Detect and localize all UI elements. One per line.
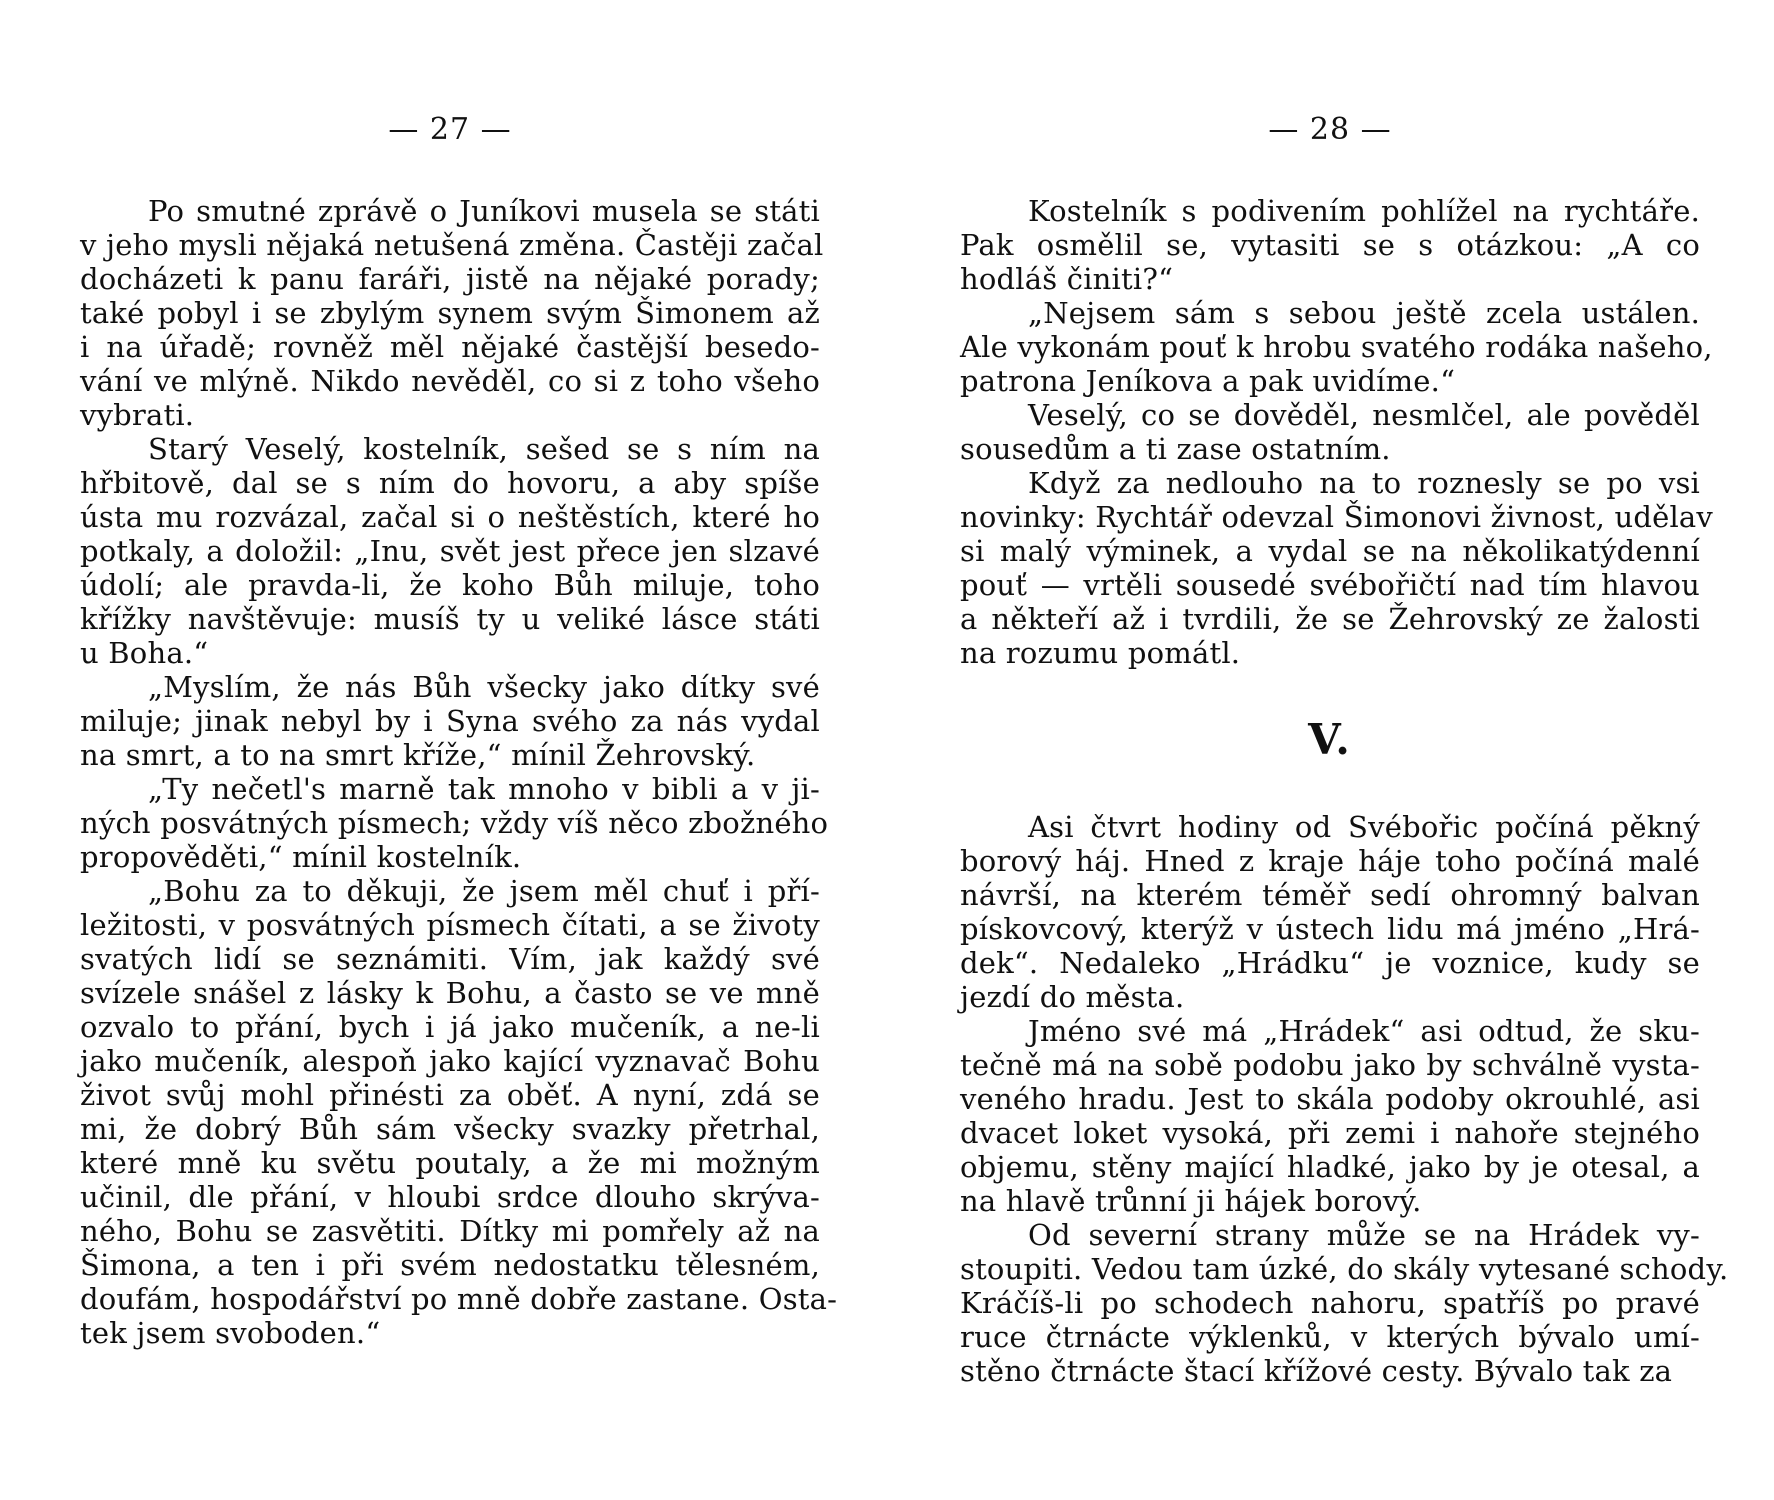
left-page-text-line: ných posvátných písmech; vždy víš něco zbožného xyxy=(80,806,829,840)
left-page-text-line: potkaly, a doložil: „Inu, svět jest přece jen slzavé xyxy=(80,534,820,568)
left-page-text-line: „Bohu za to děkuji, že jsem měl chuť i pří- xyxy=(148,874,820,908)
right-page-text-line: pouť — vrtěli sousedé svébořičtí nad tím hlavou xyxy=(960,568,1700,602)
left-page-paragraph xyxy=(80,194,824,432)
left-page-text-line: v jeho mysli nějaká netušená změna. Častěji začal xyxy=(80,228,824,262)
left-page-text-line: svatých lidí se seznámiti. Vím, jak každý své xyxy=(80,942,820,976)
left-page-text-line: Po smutné zprávě o Juníkovi musela se státi xyxy=(148,194,820,228)
left-page-text-line: ležitosti, v posvátných písmech čítati, a se životy xyxy=(80,908,820,942)
right-page-text-line: „Nejsem sám s sebou ještě zcela ustálen. xyxy=(1028,296,1700,330)
right-page-text-line: návrší, na kterém téměř sedí ohromný balvan xyxy=(960,878,1700,912)
left-page-text-line: „Myslím, že nás Bůh všecky jako dítky své xyxy=(148,670,820,704)
left-page-text-line: propověděti,“ mínil kostelník. xyxy=(80,840,522,874)
left-page xyxy=(80,0,838,1500)
left-page-paragraph xyxy=(80,874,838,1350)
right-page-paragraph xyxy=(960,810,1700,1014)
left-page-text-line: u Boha.“ xyxy=(80,636,209,670)
right-page-paragraph xyxy=(960,1014,1700,1218)
left-page-text-line: mi, že dobrý Bůh sám všecky svazky přetrhal, xyxy=(80,1112,820,1146)
left-page-text-line: Starý Veselý, kostelník, sešed se s ním na xyxy=(148,432,820,466)
right-page-text-line: tečně má na sobě podobu jako by schválně vysta- xyxy=(960,1048,1700,1082)
right-page-paragraph xyxy=(960,194,1700,296)
right-page-text xyxy=(960,194,1729,1388)
left-page-text-line: Šimona, a ten i při svém nedostatku tělesném, xyxy=(80,1248,820,1282)
right-page-text-line: dvacet loket vysoká, při zemi i nahoře stejného xyxy=(960,1116,1700,1150)
right-page-text-line: Jméno své má „Hrádek“ asi odtud, že sku- xyxy=(1028,1014,1700,1048)
left-page-text xyxy=(80,194,838,1350)
right-page-text-line: Ale vykonám pouť k hrobu svatého rodáka našeho, xyxy=(960,330,1713,364)
right-page-text-line: sousedům a ti zase ostatním. xyxy=(960,432,1391,466)
left-page-text-line: ného, Bohu se zasvětiti. Dítky mi pomřely až na xyxy=(80,1214,820,1248)
right-page-text-line: objemu, stěny mající hladké, jako by je otesal, a xyxy=(960,1150,1700,1184)
right-page-text-line: pískovcový, kterýž v ústech lidu má jméno „Hrá- xyxy=(960,912,1700,946)
left-page-number: — 27 — xyxy=(388,112,512,147)
left-page-text-line: tek jsem svoboden.“ xyxy=(80,1316,381,1350)
right-page-text-line: stoupiti. Vedou tam úzké, do skály vytesané schody. xyxy=(960,1252,1729,1286)
left-page-text-line: ozvalo to přání, bych i já jako mučeník, a ne-li xyxy=(80,1010,820,1044)
right-page-text-line: Kráčíš-li po schodech nahoru, spatříš po pravé xyxy=(960,1286,1700,1320)
right-page-text-line: jezdí do města. xyxy=(960,980,1185,1014)
left-page-text-line: které mně ku světu poutaly, a že mi možným xyxy=(80,1146,820,1180)
right-page-text-line: ruce čtrnácte výklenků, v kterých bývalo umí- xyxy=(960,1320,1700,1354)
left-page-text-line: na smrt, a to na smrt kříže,“ mínil Žehrovský. xyxy=(80,738,756,772)
right-page-text-line: novinky: Rychtář odevzal Šimonovi živnost, udělav xyxy=(960,500,1714,534)
left-page-paragraph xyxy=(80,772,829,874)
right-page-text-line: hodláš činiti?“ xyxy=(960,262,1174,296)
left-page-text-line: údolí; ale pravda-li, že koho Bůh miluje, toho xyxy=(80,568,820,602)
right-page-number: — 28 — xyxy=(1268,112,1392,147)
right-page-text-line: a někteří až i tvrdili, že se Žehrovský ze žalosti xyxy=(960,602,1700,636)
left-page-paragraph xyxy=(80,432,820,670)
chapter-number: V. xyxy=(1308,715,1352,764)
left-page-text-line: hřbitově, dal se s ním do hovoru, a aby spíše xyxy=(80,466,820,500)
left-page-text-line: jako mučeník, alespoň jako kající vyznavač Bohu xyxy=(80,1044,820,1078)
right-page-text-line: veného hradu. Jest to skála podoby okrouhlé, asi xyxy=(960,1082,1700,1116)
right-page-text-line: patrona Jeníkova a pak uvidíme.“ xyxy=(960,364,1456,398)
right-page-text-line: na hlavě trůnní ji hájek borový. xyxy=(960,1184,1422,1218)
left-page-text-line: učinil, dle přání, v hloubi srdce dlouho skrýva- xyxy=(80,1180,820,1214)
left-page-text-line: ústa mu rozvázal, začal si o neštěstích, které ho xyxy=(80,500,820,534)
left-page-text-line: vybrati. xyxy=(80,398,195,432)
left-page-text-line: „Ty nečetl's marně tak mnoho v bibli a v ji- xyxy=(148,772,820,806)
right-page-paragraph xyxy=(960,466,1714,670)
right-page-text-line: borový háj. Hned z kraje háje toho počíná malé xyxy=(960,844,1700,878)
right-page-text-line: si malý výminek, a vydal se na několikatýdenní xyxy=(960,534,1700,568)
right-page xyxy=(960,0,1729,1500)
right-page-text-line: Když za nedlouho na to roznesly se po vsi xyxy=(1028,466,1700,500)
left-page-text-line: docházeti k panu faráři, jistě na nějaké porady; xyxy=(80,262,820,296)
left-page-text-line: doufám, hospodářství po mně dobře zastane. Osta- xyxy=(80,1282,838,1316)
right-page-paragraph xyxy=(960,296,1713,398)
right-page-text-line: Veselý, co se dověděl, nesmlčel, ale pověděl xyxy=(1028,398,1700,432)
right-page-text-line: Asi čtvrt hodiny od Svébořic počíná pěkný xyxy=(1028,810,1700,844)
right-page-text-line: Pak osmělil se, vytasiti se s otázkou: „A co xyxy=(960,228,1700,262)
left-page-text-line: miluje; jinak nebyl by i Syna svého za nás vydal xyxy=(80,704,820,738)
right-page-text-line: Od severní strany může se na Hrádek vy- xyxy=(1028,1218,1700,1252)
right-page-text-line: stěno čtrnácte štací křížové cesty. Bývalo tak za xyxy=(960,1354,1673,1388)
right-page-paragraph xyxy=(960,1218,1729,1388)
right-page-paragraph xyxy=(960,398,1700,466)
left-page-text-line: také pobyl i se zbylým synem svým Šimonem až xyxy=(80,296,820,330)
left-page-text-line: i na úřadě; rovněž měl nějaké častější besedo- xyxy=(80,330,820,364)
right-page-text-line: Kostelník s podivením pohlížel na rychtáře. xyxy=(1028,194,1700,228)
left-page-text-line: vání ve mlýně. Nikdo nevěděl, co si z toho všeho xyxy=(80,364,820,398)
right-page-text-line: dek“. Nedaleko „Hrádku“ je voznice, kudy se xyxy=(960,946,1700,980)
left-page-text-line: svízele snášel z lásky k Bohu, a často se ve mně xyxy=(80,976,820,1010)
left-page-text-line: křížky navštěvuje: musíš ty u veliké lásce státi xyxy=(80,602,820,636)
left-page-paragraph xyxy=(80,670,820,772)
right-page-text-line: na rozumu pomátl. xyxy=(960,636,1241,670)
left-page-text-line: život svůj mohl přinésti za oběť. A nyní, zdá se xyxy=(80,1078,820,1112)
